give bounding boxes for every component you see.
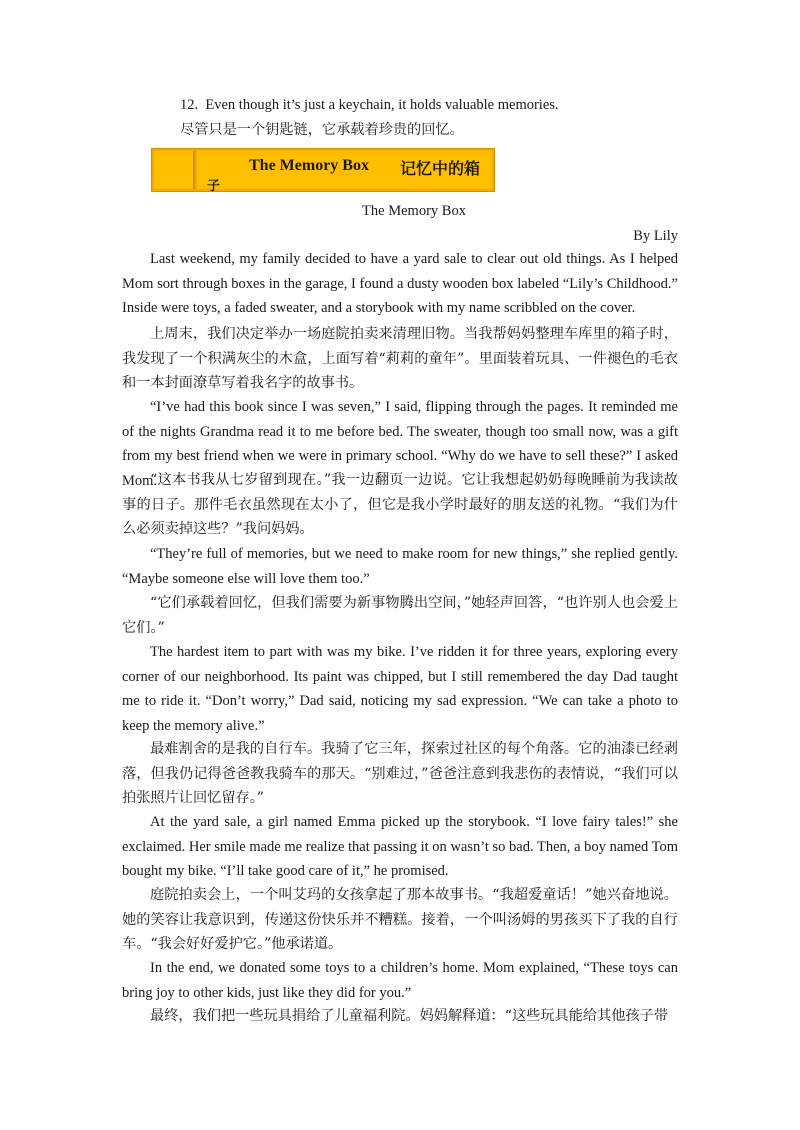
paragraph-4-english: The hardest item to part with was my bike. I’ve ridden it for three years, exploring every corner of our neighborhood. Its paint was chipped, but I still remembered the day Dad taught me to ride it. “Don’t worry,” Dad said, noticing my sad expression. “We can take a photo to keep the memory alive.”: [122, 644, 678, 734]
banner-title-chinese-wrap: 子: [207, 179, 221, 194]
banner-title-chinese: 记忆中的箱: [400, 159, 481, 178]
sentence-english: [180, 96, 559, 114]
paragraph-4-chinese: 最难割舍的是我的自行车。我骑了它三年，探索过社区的每个角落。它的油漆已经剥落，但我仍记得爸爸教我骑车的那天。“别难过，”爸爸注意到我悲伤的表情说，“我们可以拍张照片让回忆留存。”: [122, 741, 678, 806]
paragraph-2-chinese: “这本书我从七岁留到现在。”我一边翻页一边说。它让我想起奶奶每晚睡前为我读故事的日子。那件毛衣虽然现在太小了，但它是我小学时最好的朋友送的礼物。“我们为什么必须卖掉这些？”我问妈妈。: [122, 472, 678, 537]
banner-title-english: The Memory Box: [249, 157, 369, 174]
paragraph-1-chinese: 上周末，我们决定举办一场庭院拍卖来清理旧物。当我帮妈妈整理车库里的箱子时，我发现了一个积满灰尘的木盒，上面写着“莉莉的童年”。里面装着玩具、一件褪色的毛衣和一本封面潦草写着我名字的故事书。: [122, 326, 678, 391]
paragraph-5-chinese: 庭院拍卖会上，一个叫艾玛的女孩拿起了那本故事书。“我超爱童话！”她兴奋地说。她的笑容让我意识到，传递这份快乐并不糟糕。接着，一个叫汤姆的男孩买下了我的自行车。“我会好好爱护它。”他承诺道。: [122, 887, 678, 952]
paragraph-6-chinese: 最终，我们把一些玩具捐给了儿童福利院。妈妈解释道：“这些玩具能给其他孩子带: [150, 1008, 669, 1024]
sentence-chinese: 尽管只是一个钥匙链，它承载着珍贵的回忆。: [180, 122, 464, 138]
paragraph-6-english: In the end, we donated some toys to a children’s home. Mom explained, “These toys can bring joy to other kids, just like they did for you.”: [122, 960, 678, 1001]
paragraph-1-english: Last weekend, my family decided to have a yard sale to clear out old things. As I helped Mom sort through boxes in the garage, I found a dusty wooden box labeled “Lily’s Childhood.” Inside were toys, a faded sweater, and a storybook with my name scribbled on the cover.: [122, 251, 678, 316]
sentence-number: 12.: [180, 97, 199, 113]
sentence-english-text: Even though it’s just a keychain, it holds valuable memories.: [205, 97, 559, 113]
article-byline: By Lily: [633, 228, 678, 244]
banner-left-cell: [154, 151, 195, 189]
paragraph-3-chinese: “它们承载着回忆，但我们需要为新事物腾出空间，”她轻声回答，“也许别人也会爱上它们。”: [122, 595, 678, 636]
paragraph-2-english: “I’ve had this book since I was seven,” I said, flipping through the pages. It reminded me of the nights Grandma read it to me before bed. The sweater, though too small now, was a gift from my best friend when we were in primary school. “Why do we have to sell these?” I asked Mom.: [122, 399, 678, 489]
title-banner: [151, 148, 495, 192]
paragraph-3-english: “They’re full of memories, but we need to make room for new things,” she replied gently. “Maybe someone else will love them too.”: [122, 546, 678, 587]
paragraph-5-english: At the yard sale, a girl named Emma picked up the storybook. “I love fairy tales!” she exclaimed. Her smile made me realize that passing it on wasn’t so bad. Then, a boy named Tom bought my bike. “I’ll take good care of it,” he promised.: [122, 814, 678, 879]
article-title: The Memory Box: [362, 203, 466, 219]
